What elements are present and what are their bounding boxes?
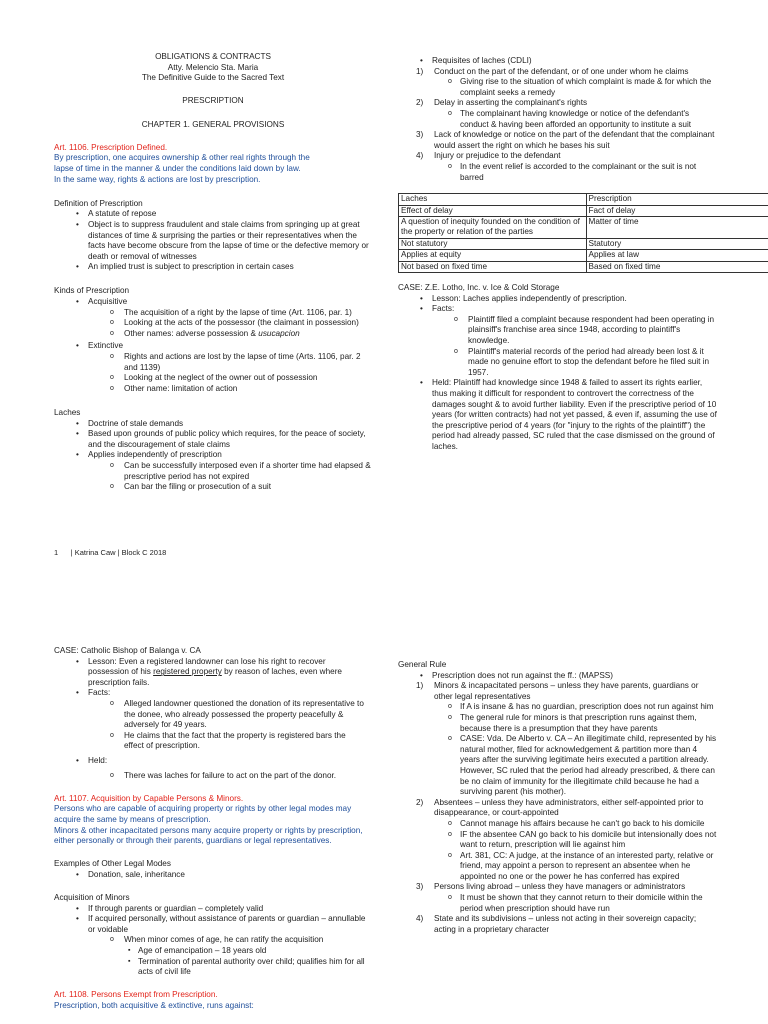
item-number: 1) bbox=[416, 681, 424, 691]
table-cell: Statutory bbox=[586, 238, 768, 249]
numbered-item bbox=[398, 98, 718, 109]
other-names-text: Other names: adverse possession & bbox=[124, 328, 256, 338]
list-item: o Looking at the acts of the possessor (the claimant in possession) bbox=[54, 318, 372, 329]
table-cell: Based on fixed time bbox=[586, 261, 768, 272]
page1-left-column bbox=[54, 52, 372, 493]
list-item bbox=[54, 657, 366, 689]
table-row bbox=[399, 205, 768, 216]
list-item: • Lesson: Laches applies independently of prescription. bbox=[398, 294, 718, 305]
kinds-heading: Kinds of Prescription bbox=[54, 286, 130, 296]
table-cell: Not statutory bbox=[399, 238, 587, 249]
art1108-title: Art. 1108. Persons Exempt from Prescription. bbox=[54, 990, 218, 1000]
item-text: Minors & incapacitated persons – unless they have parents, guardians or other legal representatives bbox=[434, 681, 699, 701]
header-chapter: CHAPTER 1. GENERAL PROVISIONS bbox=[141, 119, 285, 129]
table-cell: Prescription bbox=[586, 194, 768, 205]
list-item: • Held: bbox=[54, 756, 366, 767]
sub-item: o CASE: Vda. De Alberto v. CA – An illegitimate child, represented by his natural mother, filed for acknowledgement & partition more than 4 years after the surviving legitimate heirs executed a partition already. However, SC ruled that the period had already prescribed, & there can be no claim of immunity for the illegitimate child because he had a surviving parent (his mother). bbox=[398, 734, 718, 798]
numbered-item bbox=[398, 151, 718, 162]
list-item: o Other name: limitation of action bbox=[54, 384, 372, 395]
sub-item: o Cannot manage his affairs because he can't go back to his domicile bbox=[398, 819, 718, 830]
art1106-line: In the same way, rights & actions are lost by prescription. bbox=[54, 174, 261, 184]
usucapcion-text: usucapcion bbox=[258, 328, 300, 338]
page-footer: 1 | Katrina Caw | Block C 2018 bbox=[54, 548, 167, 557]
art1106-title: Art. 1106. Prescription Defined. bbox=[54, 142, 168, 152]
table-cell: A question of inequity founded on the condition of the property or relation of the parties bbox=[399, 216, 587, 238]
kinds-list bbox=[54, 297, 372, 394]
sub-item: o In the event relief is accorded to the complainant or the suit is not barred bbox=[398, 162, 718, 183]
list-item: o Plaintiff filed a complaint because respondent had been operating in plainsiff's franchise area since 1948, according to plaintiff's knowledge. bbox=[398, 315, 718, 347]
numbered-item bbox=[398, 882, 718, 893]
table-row bbox=[399, 250, 768, 261]
numbered-item bbox=[398, 914, 718, 935]
table-row bbox=[399, 238, 768, 249]
art1108-text: Prescription, both acquisitive & extinctive, runs against: bbox=[54, 1001, 254, 1010]
list-item: • If acquired personally, without assistance of parents or guardian – annullable or voidable bbox=[54, 914, 366, 935]
case-lotho-title: CASE: Z.E. Lotho, Inc. v. Ice & Cold Storage bbox=[398, 282, 560, 292]
list-item: ▪ Termination of parental authority over child; qualifies him for all acts of civil life bbox=[54, 957, 366, 978]
list-item: o The acquisition of a right by the lapse of time (Art. 1106, par. 1) bbox=[54, 308, 372, 319]
item-text: Delay in asserting the complainant's rights bbox=[434, 98, 588, 108]
list-item: o Can bar the filing or prosecution of a suit bbox=[54, 482, 372, 493]
laches-vs-prescription-table bbox=[398, 193, 768, 273]
item-number: 3) bbox=[416, 130, 424, 140]
numbered-item bbox=[398, 67, 718, 78]
list-item: • Doctrine of stale demands bbox=[54, 419, 372, 430]
art1106-line: By prescription, one acquires ownership & other real rights through the bbox=[54, 153, 310, 163]
list-item: • Acquisitive bbox=[54, 297, 372, 308]
general-rule-heading: General Rule bbox=[398, 660, 447, 669]
list-item: • A statute of repose bbox=[54, 209, 372, 220]
minors-list bbox=[54, 904, 366, 978]
sub-item: o IF the absentee CAN go back to his domicile but intensionally does not want to return, prescription will lie against him bbox=[398, 830, 718, 851]
table-row bbox=[399, 261, 768, 272]
list-item: • An implied trust is subject to prescription in certain cases bbox=[54, 262, 372, 273]
item-text: Injury or prejudice to the defendant bbox=[434, 151, 561, 161]
table-cell: Applies at equity bbox=[399, 250, 587, 261]
sub-item: o The general rule for minors is that prescription runs against them, because there is a presumption that they have parents bbox=[398, 713, 718, 734]
case-balanga-title: CASE: Catholic Bishop of Balanga v. CA bbox=[54, 646, 201, 655]
list-item: • Requisites of laches (CDLI) bbox=[398, 56, 718, 67]
lesson-text-end: by reason of laches, even where prescription fails. bbox=[88, 667, 342, 687]
sub-item: o Art. 381, CC: A judge, at the instance of an interested party, relative or friend, may appoint a person to represent an absentee when he appointed no one or the power he has conferred has expired bbox=[398, 851, 718, 883]
list-item: o There was laches for failure to act on the part of the donor. bbox=[54, 771, 366, 782]
list-item: • Donation, sale, inheritance bbox=[54, 870, 366, 881]
item-number: 4) bbox=[416, 914, 424, 924]
laches-list bbox=[54, 419, 372, 493]
list-item: ▪ Age of emancipation – 18 years old bbox=[54, 946, 366, 957]
art1107-title: Art. 1107. Acquisition by Capable Persons & Minors. bbox=[54, 793, 244, 803]
list-item: • Object is to suppress fraudulent and stale claims from springing up at great distances of time & surprising the parties or their representatives when the facts have become obscure from the lapse of time or the defective memory or death or removal of witnesses bbox=[54, 220, 372, 262]
item-text: Absentees – unless they have administrators, either self-appointed prior to disappearance, or court-appointed bbox=[434, 797, 704, 818]
numbered-item bbox=[398, 130, 718, 151]
list-item: • Applies independently of prescription bbox=[54, 450, 372, 461]
header-book: The Definitive Guide to the Sacred Text bbox=[141, 73, 285, 83]
item-number: 4) bbox=[416, 151, 424, 161]
sub-item: o Giving rise to the situation of which complaint is made & for which the complaint seeks a remedy bbox=[398, 77, 718, 98]
table-row bbox=[399, 194, 768, 205]
registered-property-text: registered property bbox=[153, 667, 222, 677]
numbered-item bbox=[398, 798, 718, 819]
table-cell: Applies at law bbox=[586, 250, 768, 261]
numbered-item bbox=[398, 681, 718, 702]
list-item: o Can be successfully interposed even if a shorter time had elapsed & prescriptive period has not expired bbox=[54, 461, 372, 482]
definition-heading: Definition of Prescription bbox=[54, 198, 143, 208]
header-course: OBLIGATIONS & CONTRACTS bbox=[155, 52, 271, 61]
mapss-numbered-list bbox=[398, 681, 718, 935]
sub-item: o If A is insane & has no guardian, prescription does not run against him bbox=[398, 702, 718, 713]
table-cell: Effect of delay bbox=[399, 205, 587, 216]
case-balanga-list bbox=[54, 657, 366, 782]
list-item: • If through parents or guardian – completely valid bbox=[54, 904, 366, 915]
table-cell: Fact of delay bbox=[586, 205, 768, 216]
page1-right-column bbox=[398, 56, 718, 452]
item-text: Lack of knowledge or notice on the part of the defendant that the complainant would assert the right on which he bases his suit bbox=[434, 130, 715, 150]
table-row bbox=[399, 216, 768, 238]
item-number: 3) bbox=[416, 882, 424, 892]
list-item: o When minor comes of age, he can ratify the acquisition bbox=[54, 935, 366, 946]
item-text: State and its subdivisions – unless not acting in their sovereign capacity; acting in a proprietary character bbox=[434, 914, 697, 934]
requisites-numbered-list bbox=[398, 67, 718, 184]
examples-list bbox=[54, 870, 366, 881]
case-lotho-list bbox=[398, 294, 718, 453]
definition-list bbox=[54, 209, 372, 273]
table-cell: Not based on fixed time bbox=[399, 261, 587, 272]
list-item: o Alleged landowner questioned the donation of its representative to the donee, who already possessed the property peacefully & adversely for 49 years. bbox=[54, 699, 366, 731]
item-number: 2) bbox=[416, 98, 424, 108]
page2-left-column bbox=[54, 646, 366, 1012]
list-item bbox=[54, 329, 372, 340]
list-item: • Based upon grounds of public policy which requires, for the peace of society, and the discouragement of stale claims bbox=[54, 429, 372, 450]
list-item: o He claims that the fact that the property is registered bars the effect of prescription. bbox=[54, 731, 366, 752]
sub-item: o It must be shown that they cannot return to their domicile within the period when prescription should have run bbox=[398, 893, 718, 914]
table-cell: Matter of time bbox=[586, 216, 768, 238]
requisites-list bbox=[398, 56, 718, 67]
item-text: Conduct on the part of the defendant, or of one under whom he claims bbox=[434, 66, 689, 76]
item-number: 1) bbox=[416, 66, 424, 76]
list-item: o Looking at the neglect of the owner out of possession bbox=[54, 373, 372, 384]
header-topic: PRESCRIPTION bbox=[182, 96, 244, 106]
list-item: • Prescription does not run against the ff.: (MAPSS) bbox=[398, 671, 718, 682]
list-item: o Plaintiff's material records of the period had already been lost & it made no genuine effort to stop the defendant before he filed suit in 1957. bbox=[398, 347, 718, 379]
list-item: • Facts: bbox=[398, 304, 718, 315]
art1107-text: Persons who are capable of acquiring property or rights by other legal modes may acquire the same by means of prescription. bbox=[54, 804, 352, 824]
table-cell: Laches bbox=[399, 194, 587, 205]
list-item: • Held: Plaintiff had knowledge since 1948 & failed to assert its rights earlier, thus making it difficult for respondent to controvert the correctness of the damages sought & to avoid further liability. Even if the prescriptive period of 10 years (for written contracts) had not yet passed, & even if, assuming the use of the prescriptive period of 4 years (for "injury to the rights of the plaintiff") the period had already passed, SC ruled that the case dismissed on the ground of laches. bbox=[398, 378, 718, 452]
laches-heading: Laches bbox=[54, 408, 81, 417]
sub-item: o The complainant having knowledge or notice of the defendant's conduct & having been afforded an opportunity to institute a suit bbox=[398, 109, 718, 130]
header-author: Atty. Melencio Sta. Maria bbox=[167, 62, 259, 72]
list-item: • Extinctive bbox=[54, 341, 372, 352]
page2-right-column bbox=[398, 660, 718, 935]
list-item: • Facts: bbox=[54, 688, 366, 699]
art1106-line: lapse of time in the manner & under the conditions laid down by law. bbox=[54, 163, 301, 173]
general-rule-list bbox=[398, 671, 718, 682]
examples-heading: Examples of Other Legal Modes bbox=[54, 859, 171, 869]
item-text: Persons living abroad – unless they have managers or administrators bbox=[434, 882, 686, 892]
list-item: o Rights and actions are lost by the lapse of time (Arts. 1106, par. 2 and 1139) bbox=[54, 352, 372, 373]
item-number: 2) bbox=[416, 797, 424, 807]
lesson-text: Lesson: Even a registered landowner can lose his right to recover possession of his bbox=[88, 656, 326, 677]
minors-heading: Acquisition of Minors bbox=[54, 893, 130, 903]
art1107-text: Minors & other incapacitated persons many acquire property or rights by prescription, either personally or through their parents, guardians or legal representatives. bbox=[54, 825, 363, 846]
